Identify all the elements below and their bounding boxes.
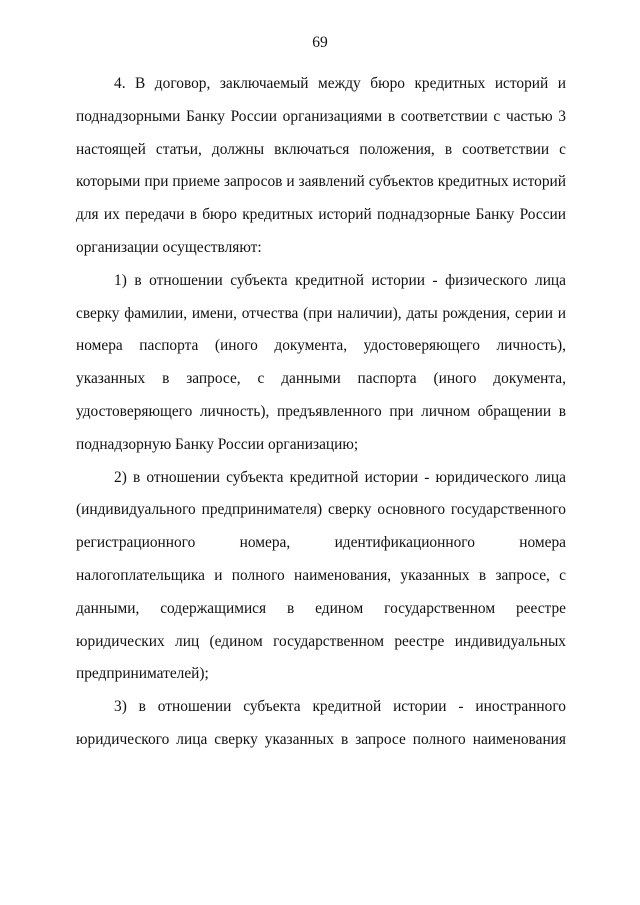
item-2-line-2: (индивидуального предпринимателя) сверку основного государственного xyxy=(76,501,566,519)
item-1-line-2: сверку фамилии, имени, отчества (при наличии), даты рождения, серии и xyxy=(76,304,566,322)
paragraph-4-line-2: поднадзорными Банку России организациями в соответствии с частью 3 xyxy=(76,107,566,125)
paragraph-4-line-1: 4. В договор, заключаемый между бюро кредитных историй и xyxy=(114,75,566,92)
item-3-line-2: юридического лица сверку указанных в запросе полного наименования xyxy=(76,730,566,748)
item-2-line-3: регистрационного номера, идентификационного номера xyxy=(76,534,566,552)
document-body xyxy=(76,68,566,757)
item-1-line-4: указанных в запросе, с данными паспорта (иного документа, xyxy=(76,370,566,388)
item-2-line-5: данными, содержащимися в едином государственном реестре xyxy=(76,599,566,617)
item-2-line-1: 2) в отношении субъекта кредитной истории - юридического лица xyxy=(114,468,566,486)
page-number: 69 xyxy=(312,34,328,51)
paragraph-4-line-6: организации осуществляют: xyxy=(76,238,262,256)
paragraph-4-line-3: настоящей статьи, должны включаться положения, в соответствии с xyxy=(76,140,566,158)
item-2-line-4: налогоплательщика и полного наименования, указанных в запросе, с xyxy=(76,566,566,584)
paragraph-4-line-5: для их передачи в бюро кредитных историй поднадзорные Банку России xyxy=(76,206,566,224)
item-1-line-3: номера паспорта (иного документа, удостоверяющего личность), xyxy=(76,337,566,355)
item-2-line-6: юридических лиц (едином государственном реестре индивидуальных xyxy=(76,632,566,650)
item-2-line-7: предпринимателей); xyxy=(76,665,209,683)
paragraph-4-line-4: которыми при приеме запросов и заявлений субъектов кредитных историй xyxy=(76,173,566,191)
item-3-line-1: 3) в отношении субъекта кредитной истории - иностранного xyxy=(114,698,566,716)
item-1-line-5: удостоверяющего личность), предъявленного при личном обращении в xyxy=(76,402,566,420)
item-1-line-1: 1) в отношении субъекта кредитной истории - физического лица xyxy=(114,271,566,289)
item-1-line-6: поднадзорную Банку России организацию; xyxy=(76,435,359,453)
